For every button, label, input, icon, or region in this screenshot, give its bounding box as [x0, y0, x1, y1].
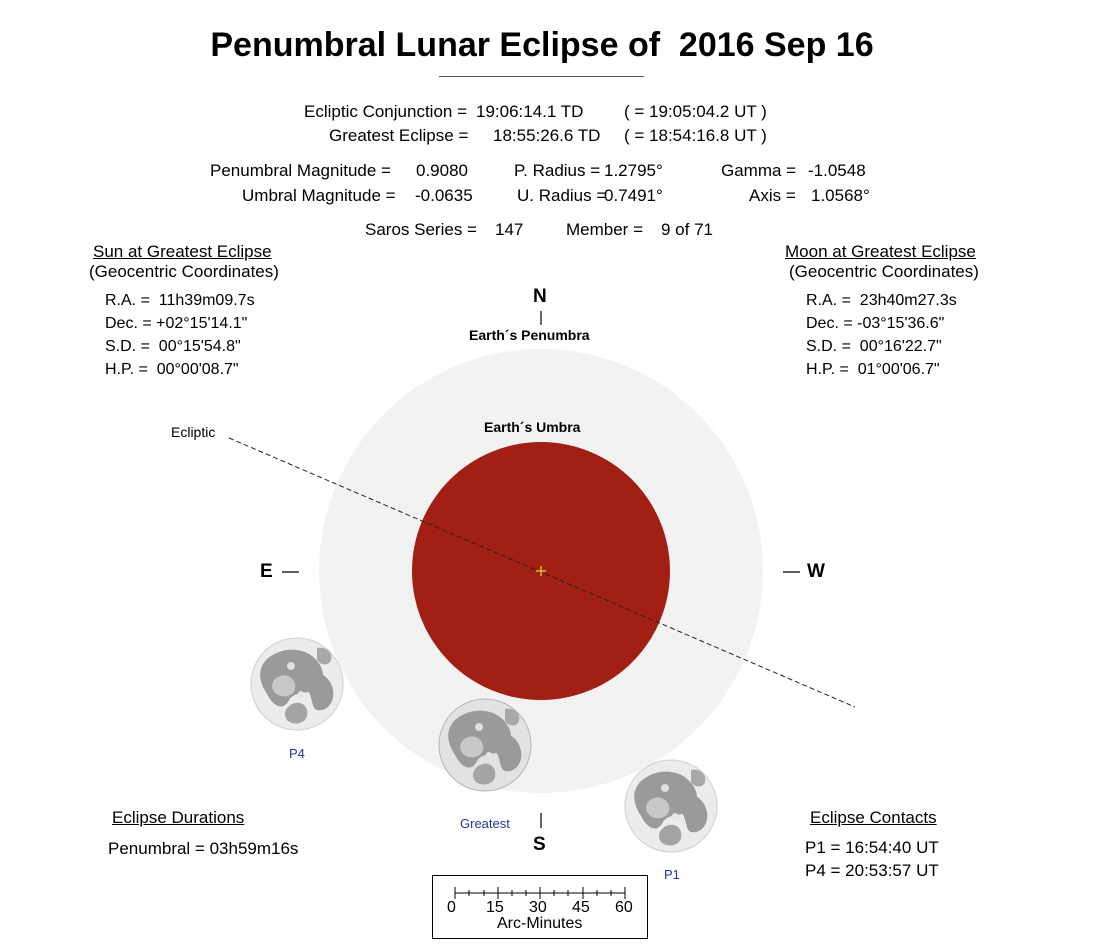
page-title: Penumbral Lunar Eclipse of 2016 Sep 16 — [210, 26, 874, 64]
scale-tick-15: 15 — [486, 899, 504, 916]
contact-p4: P4 = 20:53:57 UT — [805, 861, 939, 880]
sun-hp: H.P. = 00°00'08.7" — [105, 361, 239, 378]
umbral-magnitude-label: Umbral Magnitude = — [242, 186, 401, 205]
greatest-ut: ( = 18:54:16.8 UT ) — [624, 126, 767, 145]
moon-p4-disk — [251, 638, 343, 730]
scale-tick-45: 45 — [572, 899, 590, 916]
contact-p1: P1 = 16:54:40 UT — [805, 838, 939, 857]
umbral-magnitude-value: -0.0635 — [415, 186, 473, 205]
saros-member-value: 9 of 71 — [661, 220, 713, 239]
p-radius-value: 1.2795° — [604, 161, 663, 180]
umbra-label: Earth´s Umbra — [484, 419, 581, 435]
sun-sd: S.D. = 00°15'54.8" — [105, 338, 241, 355]
south-label: S — [533, 834, 546, 855]
saros-series-label: Saros Series = — [365, 220, 482, 239]
gamma-value: -1.0548 — [808, 161, 866, 180]
penumbra-label: Earth´s Penumbra — [469, 327, 590, 343]
moon-greatest-disk — [439, 699, 531, 791]
moon-ra: R.A. = 23h40m27.3s — [806, 292, 957, 309]
scale-tick-30: 30 — [529, 899, 547, 916]
conjunction-td: 19:06:14.1 TD — [476, 102, 584, 121]
p-radius-label: P. Radius = — [514, 161, 605, 180]
u-radius-label: U. Radius = — [517, 186, 612, 205]
durations-penumbral: Penumbral = 03h59m16s — [108, 839, 299, 858]
moon-subheading: (Geocentric Coordinates) — [789, 262, 979, 281]
penumbral-magnitude-label: Penumbral Magnitude = — [210, 161, 396, 180]
axis-value: 1.0568° — [811, 186, 870, 205]
conjunction-ut: ( = 19:05:04.2 UT ) — [624, 102, 767, 121]
moon-p4-label: P4 — [289, 746, 305, 761]
saros-series-value: 147 — [495, 220, 524, 239]
east-label: E — [260, 561, 273, 582]
sun-subheading: (Geocentric Coordinates) — [89, 262, 279, 281]
moon-p1-label: P1 — [664, 867, 680, 882]
gamma-label: Gamma = — [721, 161, 801, 180]
scale-tick-60: 60 — [615, 899, 633, 916]
conjunction-label: Ecliptic Conjunction = — [304, 102, 472, 121]
durations-heading: Eclipse Durations — [112, 808, 245, 827]
north-label: N — [533, 286, 547, 307]
contacts-heading: Eclipse Contacts — [810, 808, 937, 827]
west-label: W — [807, 561, 825, 582]
greatest-label: Greatest Eclipse = — [329, 126, 474, 145]
u-radius-value: 0.7491° — [604, 186, 663, 205]
moon-dec: Dec. = -03°15'36.6" — [806, 315, 945, 332]
scale-tick-0: 0 — [447, 899, 456, 916]
sun-dec: Dec. = +02°15'14.1" — [105, 315, 248, 332]
ecliptic-label: Ecliptic — [171, 424, 216, 440]
moon-greatest-label: Greatest — [460, 816, 510, 831]
saros-member-label: Member = — [566, 220, 648, 239]
moon-heading: Moon at Greatest Eclipse — [785, 242, 976, 261]
moon-sd: S.D. = 00°16'22.7" — [806, 338, 942, 355]
penumbral-magnitude-value: 0.9080 — [416, 161, 468, 180]
sun-heading: Sun at Greatest Eclipse — [93, 242, 272, 261]
greatest-td: 18:55:26.6 TD — [493, 126, 601, 145]
moon-hp: H.P. = 01°00'06.7" — [806, 361, 940, 378]
moon-p1-disk — [625, 760, 717, 852]
axis-label: Axis = — [749, 186, 801, 205]
sun-ra: R.A. = 11h39m09.7s — [105, 292, 255, 309]
scale-label: Arc-Minutes — [497, 915, 583, 932]
